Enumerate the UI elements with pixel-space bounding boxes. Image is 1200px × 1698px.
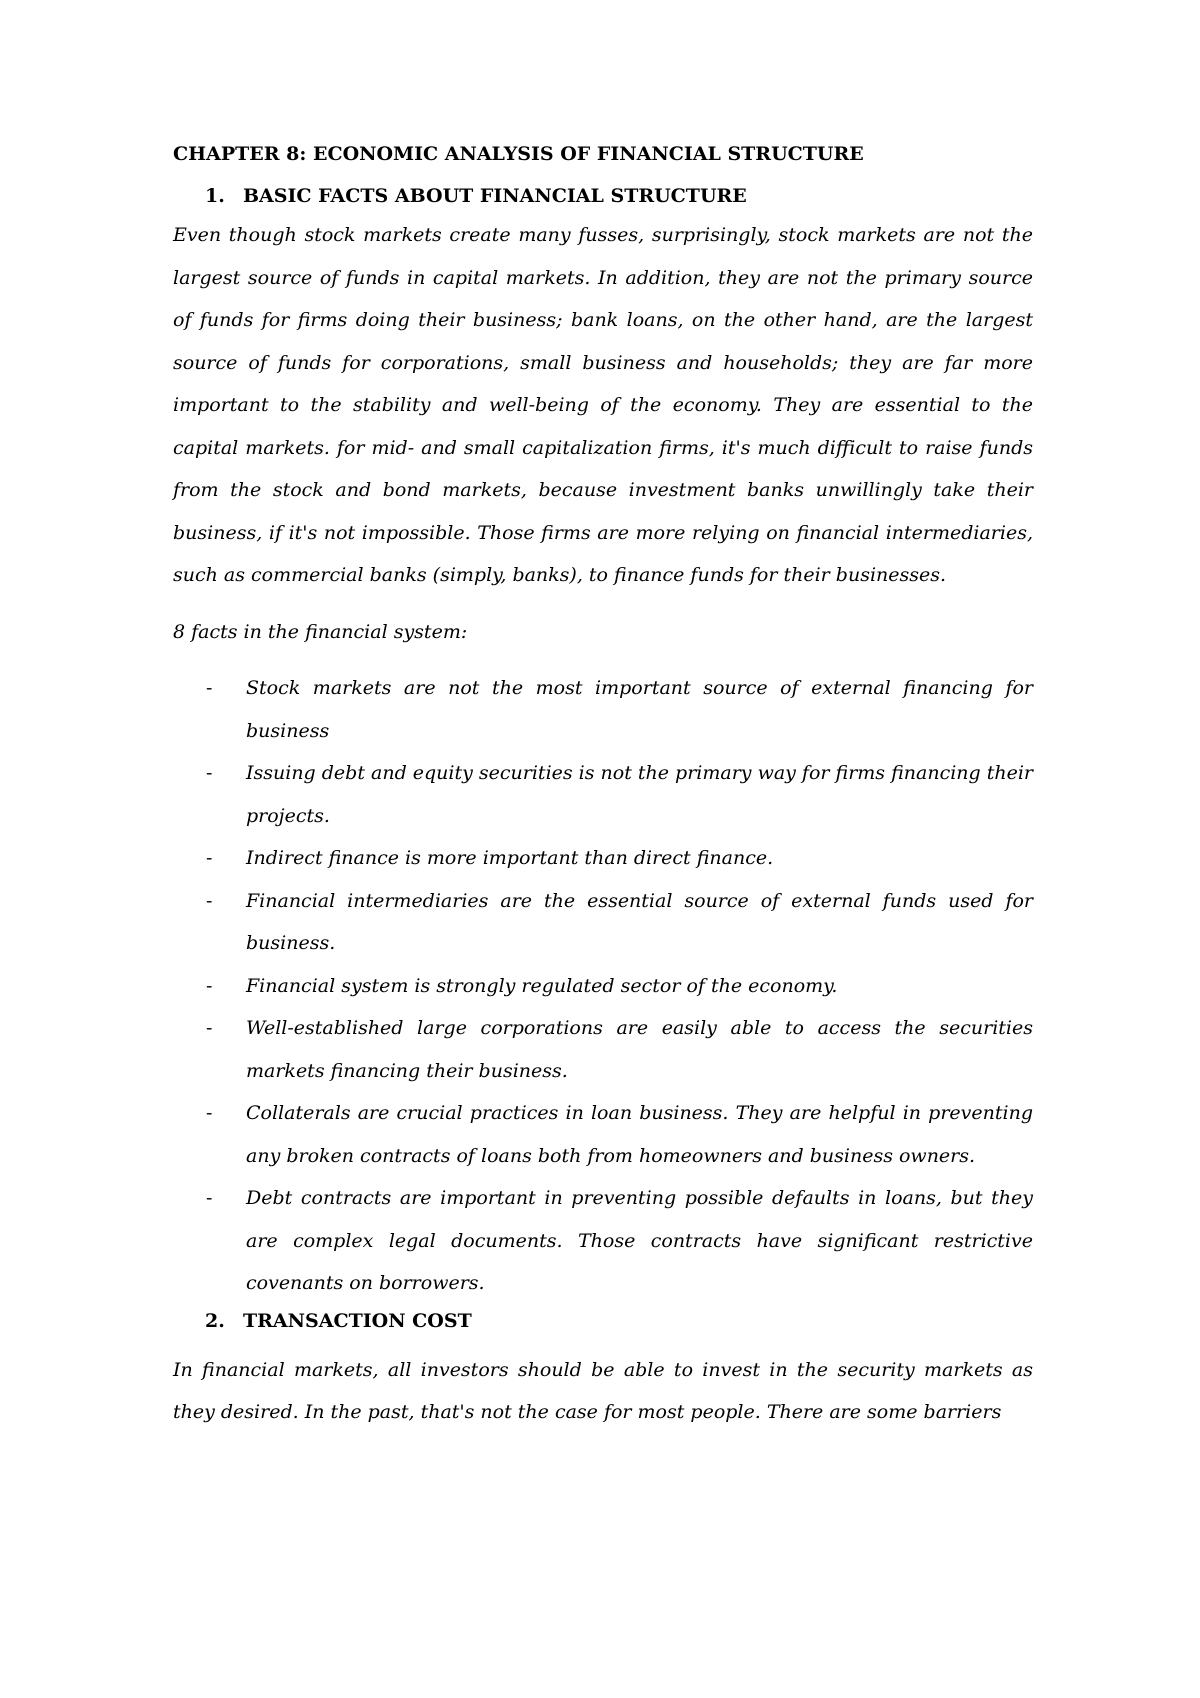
bullet-dash: - xyxy=(206,889,213,912)
section-title: TRANSACTION COST xyxy=(243,1309,472,1332)
fact-text: Stock markets are not the most important source of external financing for business xyxy=(246,677,1033,742)
list-item xyxy=(173,1007,1033,1092)
bullet-dash: - xyxy=(206,847,213,869)
section-title: BASIC FACTS ABOUT FINANCIAL STRUCTURE xyxy=(243,185,747,207)
list-item xyxy=(173,965,1033,1008)
bullet-dash: - xyxy=(206,974,213,997)
facts-intro: 8 facts in the financial system: xyxy=(173,620,468,643)
list-item xyxy=(173,667,1033,752)
section-paragraph-transaction-cost: In financial markets, all investors should be able to invest in the security markets as they desired. In the past, that's not the case for most people. There are some barriers xyxy=(173,1358,1033,1423)
bullet-dash: - xyxy=(206,762,213,784)
fact-text: Financial intermediaries are the essential source of external funds used for business. xyxy=(246,889,1033,954)
bullet-dash: - xyxy=(206,677,213,699)
list-item xyxy=(173,1092,1033,1177)
fact-text: Well-established large corporations are easily able to access the securities markets financing their business. xyxy=(246,1017,1033,1082)
section-heading-transaction-cost xyxy=(205,1307,1033,1335)
list-item xyxy=(173,1177,1033,1305)
list-item xyxy=(173,837,1033,880)
section-heading-basic-facts xyxy=(205,182,1033,210)
section-number: 1. xyxy=(205,185,225,207)
fact-text: Collaterals are crucial practices in loan business. They are helpful in preventing any broken contracts of loans both from homeowners and business owners. xyxy=(246,1102,1033,1167)
bullet-dash: - xyxy=(206,1017,213,1039)
bullet-dash: - xyxy=(206,1187,213,1209)
list-item xyxy=(173,752,1033,837)
list-item xyxy=(173,880,1033,965)
fact-text: Financial system is strongly regulated sector of the economy. xyxy=(246,974,838,997)
chapter-title: CHAPTER 8: ECONOMIC ANALYSIS OF FINANCIAL STRUCTURE xyxy=(173,143,864,165)
section-paragraph-basic-facts: Even though stock markets create many fusses, surprisingly, stock markets are not the largest source of funds in capital markets. In addition, they are not the primary source of funds for firms doing their business; bank loans, on the other hand, are the largest source of funds for corporations, small business and households; they are far more important to the stability and well-being of the economy. They are essential to the capital markets. for mid- and small capitalization firms, it's much difficult to raise funds from the stock and bond markets, because investment banks unwillingly take their business, if it's not impossible. Those firms are more relying on financial intermediaries, such as commercial banks (simply, banks), to finance funds for their businesses. xyxy=(173,224,1033,586)
facts-list xyxy=(173,667,1033,1305)
section-number: 2. xyxy=(205,1309,225,1332)
fact-text: Debt contracts are important in preventing possible defaults in loans, but they are complex legal documents. Those contracts have significant restrictive covenants on borrowers. xyxy=(246,1187,1033,1294)
fact-text: Issuing debt and equity securities is not the primary way for firms financing their projects. xyxy=(246,762,1033,827)
document-page xyxy=(173,140,1033,1434)
fact-text: Indirect finance is more important than direct finance. xyxy=(246,847,774,869)
bullet-dash: - xyxy=(206,1102,213,1124)
